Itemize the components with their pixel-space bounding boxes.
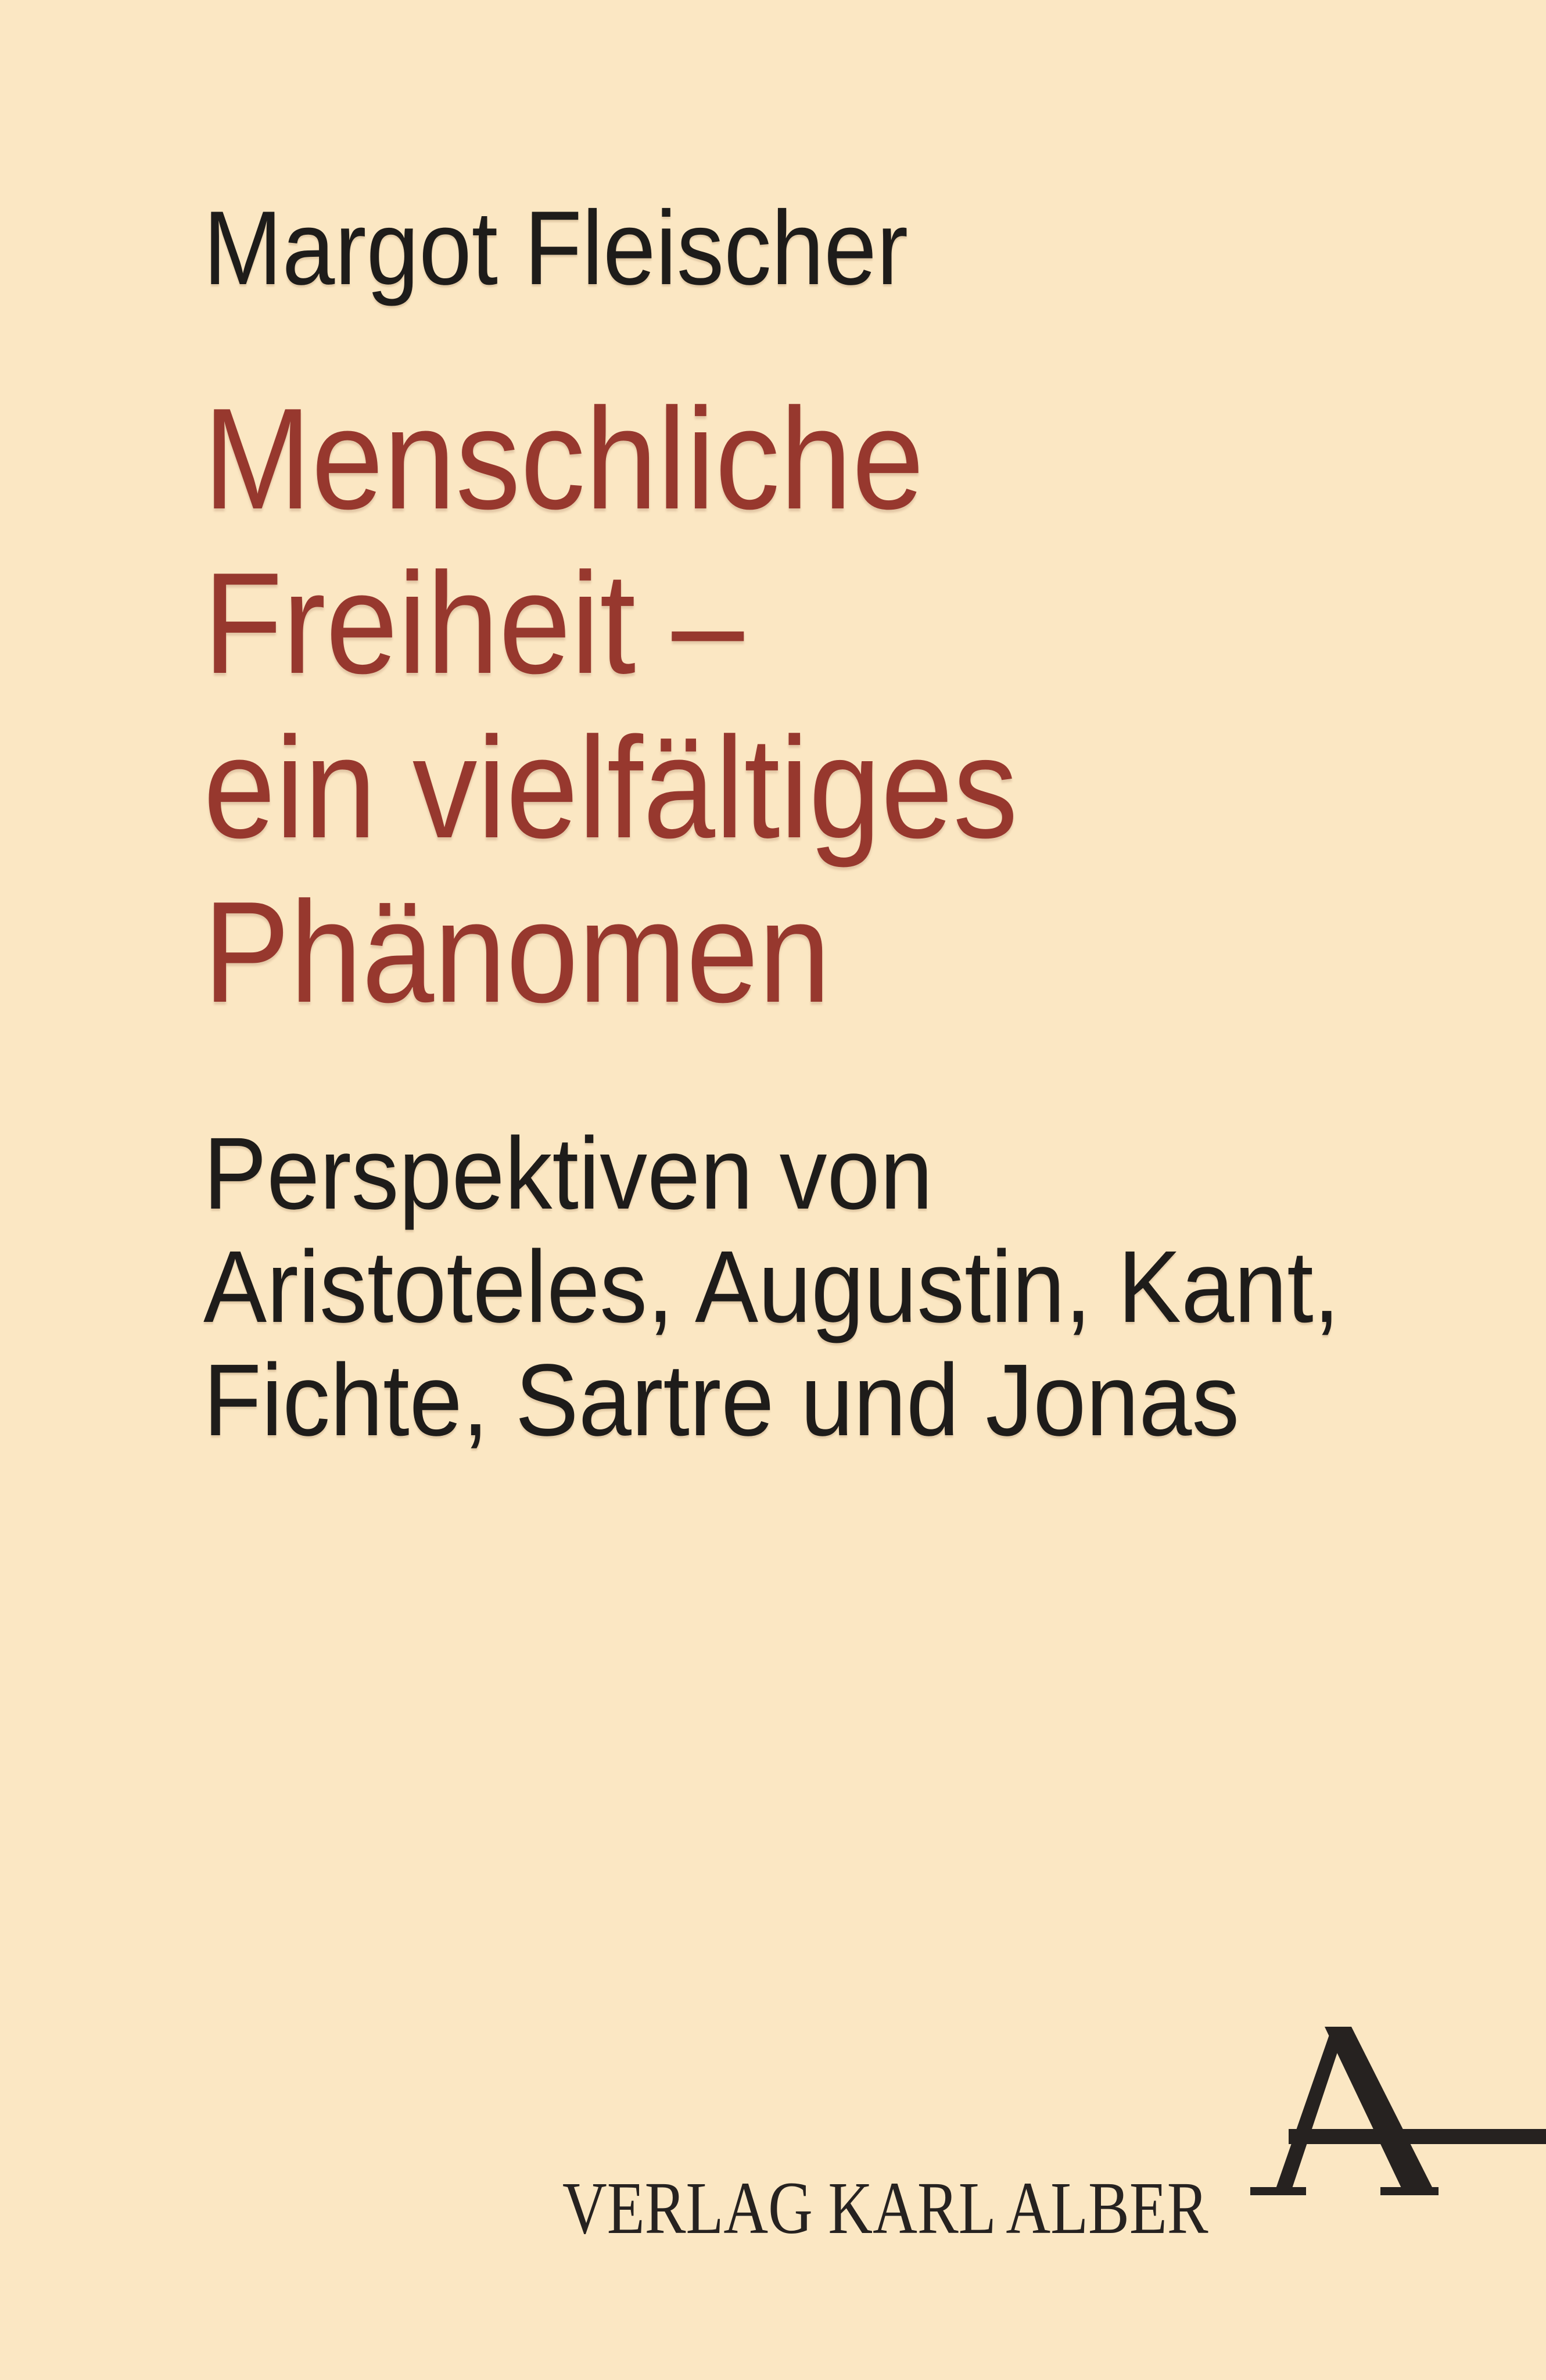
title-line-3: ein vielfältiges <box>203 707 1018 868</box>
book-title <box>203 377 1018 1034</box>
publisher-name: VERLAG KARL ALBER <box>562 2167 1208 2249</box>
publisher-logo-crossbar <box>1289 2129 1546 2144</box>
subtitle-line-1: Perspektiven von <box>203 1117 933 1231</box>
subtitle-line-3: Fichte, Sartre und Jonas <box>203 1343 1240 1457</box>
subtitle-line-2: Aristoteles, Augustin, Kant, <box>203 1230 1340 1344</box>
publisher-logo-a-icon <box>1237 2027 1441 2195</box>
author-name: Margot Fleischer <box>203 189 909 307</box>
book-subtitle <box>203 1117 1340 1457</box>
title-line-4: Phänomen <box>203 871 831 1033</box>
title-line-2: Freiheit – <box>203 542 744 704</box>
title-line-1: Menschliche <box>203 378 924 539</box>
